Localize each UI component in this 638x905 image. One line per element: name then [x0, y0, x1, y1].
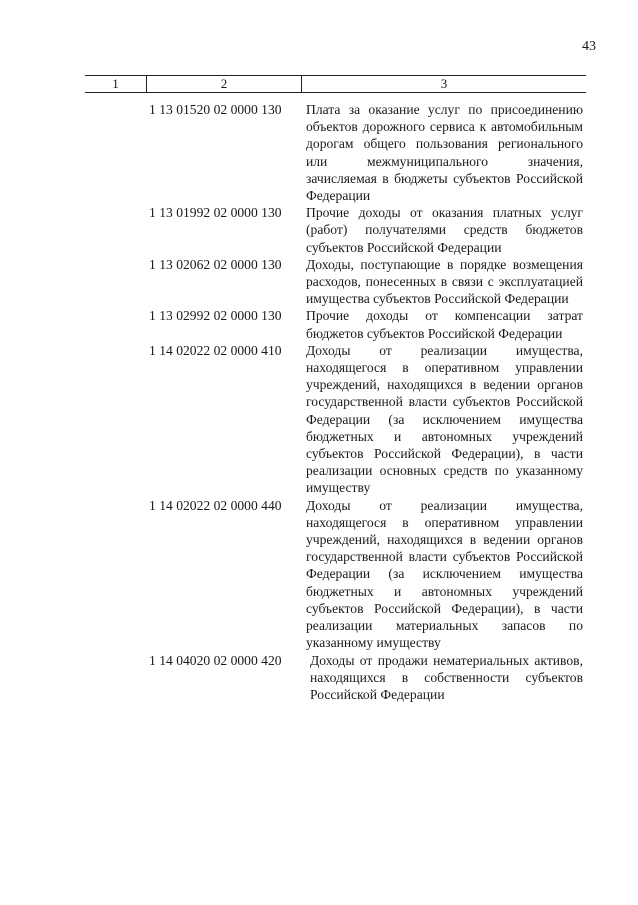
table-row	[0, 256, 638, 308]
header-cell-2: 2	[147, 76, 302, 92]
revenue-description: Доходы от реализации имущества, находящегося в оперативном управлении учреждений, находящихся в ведении органов государственной власти субъектов Российской Федерации (за исключением имущества бюджетных и автономных учреждений субъектов Российской Федерации), в части реализации материальных запасов по указанному имуществу	[306, 497, 583, 651]
revenue-code: 1 13 02992 02 0000 130	[149, 308, 282, 324]
revenue-description: Прочие доходы от оказания платных услуг (работ) получателями средств бюджетов субъектов Российской Федерации	[306, 205, 583, 255]
table-row	[0, 204, 638, 256]
header-cell-3: 3	[440, 76, 448, 91]
revenue-description: Доходы от продажи нематериальных активов, находящихся в собственности субъектов Российской Федерации	[310, 652, 583, 702]
table-header-row	[85, 75, 586, 93]
header-cell-1: 1	[85, 76, 147, 92]
table-row	[0, 652, 638, 704]
revenue-code: 1 14 02022 02 0000 440	[149, 497, 282, 513]
revenue-description: Прочие доходы от компенсации затрат бюджетов субъектов Российской Федерации	[306, 308, 583, 341]
table-row	[0, 307, 638, 341]
page-number: 43	[582, 39, 596, 54]
revenue-code: 1 14 02022 02 0000 410	[149, 342, 282, 358]
revenue-description: Доходы, поступающие в порядке возмещения расходов, понесенных в связи с эксплуатацией имущества субъектов Российской Федерации	[306, 256, 583, 307]
revenue-description: Плата за оказание услуг по присоединению объектов дорожного сервиса к автомобильным дорогам общего пользования регионального или межмуниципального значения, зачисляемая в бюджеты субъектов Российской Федерации	[306, 102, 583, 204]
table-row	[0, 497, 638, 652]
revenue-description: Доходы от реализации имущества, находящегося в оперативном управлении учреждений, находящихся в ведении органов государственной власти субъектов Российской Федерации (за исключением имущества бюджетных и автономных учреждений субъектов Российской Федерации), в части реализации основных средств по указанному имуществу	[306, 342, 583, 496]
revenue-code: 1 13 01520 02 0000 130	[149, 102, 282, 117]
revenue-code: 1 14 04020 02 0000 420	[149, 652, 282, 668]
table-row	[0, 101, 638, 204]
table-row	[0, 342, 638, 497]
revenue-code: 1 13 01992 02 0000 130	[149, 205, 282, 221]
revenue-code: 1 13 02062 02 0000 130	[149, 256, 282, 272]
table-body	[0, 101, 638, 703]
